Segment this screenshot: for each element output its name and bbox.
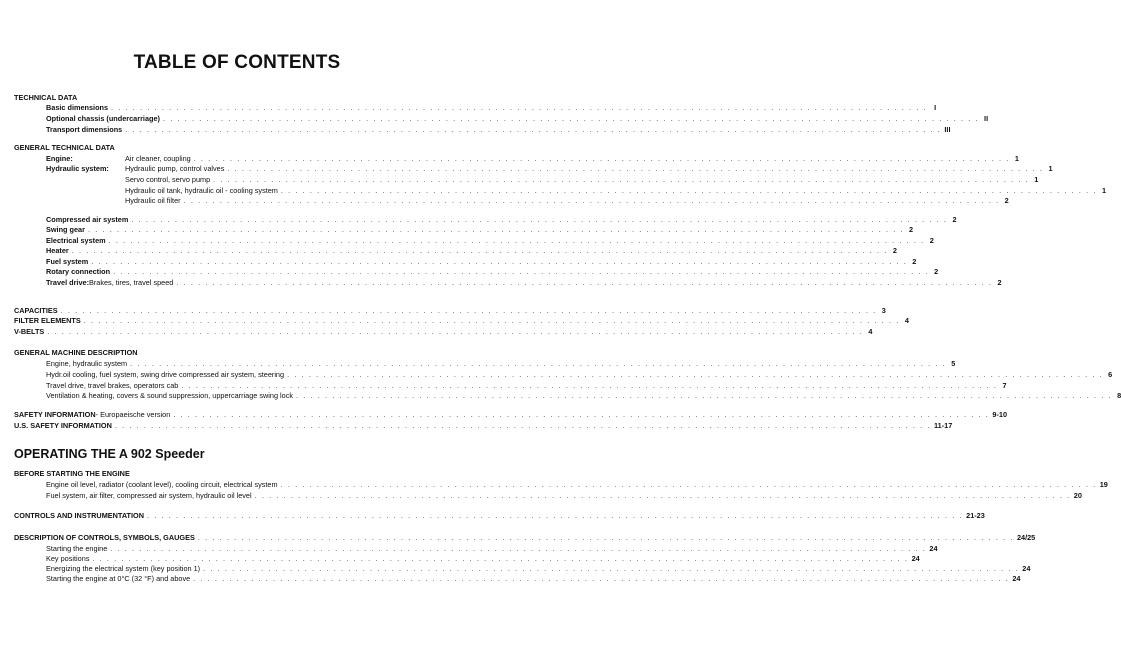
toc-entry[interactable]	[46, 358, 956, 369]
dot-leader: . . . . . . . . . . . . . . . . . . . . . . . . . . . . . . . . . . . . . . . . . . . . . . . . . . . . . . . . . . . . . . . . . . . . . . . . . . . . . . . . . . . . . . . . . . . . . . . . . . . . . . . . . . . . . . . . .	[108, 236, 925, 245]
toc-entry[interactable]	[46, 113, 989, 124]
toc-entry-page: 2	[952, 215, 957, 224]
toc-entry-page: 1	[1101, 186, 1107, 195]
toc-entry-page: 1	[1048, 164, 1053, 173]
toc-entry[interactable]	[46, 124, 951, 135]
dot-leader: . . . . . . . . . . . . . . . . . . . . . . . . . . . . . . . . . . . . . . . . . . . . . . . . . . . . . . . . . . . . . . . . . . . . . . . . . . . . . . . . . . . . . . . . . . . . . . . . . . . . . . . . . . . . . . . . .	[287, 370, 1104, 379]
dot-leader: . . . . . . . . . . . . . . . . . . . . . . . . . . . . . . . . . . . . . . . . . . . . . . . . . . . . . . . . . . . . . . . . . . . . . . . . . . . . . . . . . . . . . . . . . . . . . . . . . . . . . . . . . . . . . . . . .	[47, 327, 864, 336]
machine-description-heading: GENERAL MACHINE DESCRIPTION	[14, 348, 138, 357]
toc-entry-page: 21-23	[966, 511, 985, 520]
toc-entry[interactable]	[14, 510, 985, 521]
toc-entry-label: Engine oil level, radiator (coolant level), cooling circuit, electrical system	[46, 480, 278, 489]
dot-leader: . . . . . . . . . . . . . . . . . . . . . . . . . . . . . . . . . . . . . . . . . . . . . . . . . . . . . . . . . . . . . . . . . . . . . . . . . . . . . . . . . . . . . . . . . . . . . . . . . . . . . . . . . . . . . . . . .	[183, 196, 1000, 205]
dot-leader: . . . . . . . . . . . . . . . . . . . . . . . . . . . . . . . . . . . . . . . . . . . . . . . . . . . . . . . . . . . . . . . . . . . . . . . . . . . . . . . . . . . . . . . . . . . . . . . . . . . . . . . . . . . . . . . . .	[92, 554, 909, 563]
toc-entry-page: 2	[912, 257, 917, 266]
toc-entry-page: 24/25	[1016, 533, 1036, 542]
toc-entry-label: U.S. SAFETY INFORMATION	[14, 421, 112, 430]
dot-leader: . . . . . . . . . . . . . . . . . . . . . . . . . . . . . . . . . . . . . . . . . . . . . . . . . . . . . . . . . . . . . . . . . . . . . . . . . . . . . . . . . . . . . . . . . . . . . . . . . . . . . . . . . . . . . . . . .	[130, 359, 947, 368]
toc-entry-label: Rotary connection	[46, 267, 111, 276]
dot-leader: . . . . . . . . . . . . . . . . . . . . . . . . . . . . . . . . . . . . . . . . . . . . . . . . . . . . . . . . . . . . . . . . . . . . . . . . . . . . . . . . . . . . . . . . . . . . . . . . . . . . . . . . . . . . . . . . .	[131, 215, 948, 224]
dot-leader: . . . . . . . . . . . . . . . . . . . . . . . . . . . . . . . . . . . . . . . . . . . . . . . . . . . . . . . . . . . . . . . . . . . . . . . . . . . . . . . . . . . . . . . . . . . . . . . . . . . . . . . . . . . . . . . . .	[125, 125, 942, 134]
toc-entry[interactable]	[14, 532, 1036, 543]
toc-entry-page: 19	[1099, 480, 1108, 489]
toc-entry-page: 24	[1012, 574, 1021, 583]
dot-leader: . . . . . . . . . . . . . . . . . . . . . . . . . . . . . . . . . . . . . . . . . . . . . . . . . . . . . . . . . . . . . . . . . . . . . . . . . . . . . . . . . . . . . . . . . . . . . . . . . . . . . . . . . . . . . . . . .	[296, 391, 1113, 400]
toc-entry-page: 2	[1004, 196, 1009, 205]
toc-entry-page: 2	[892, 246, 897, 255]
toc-entry[interactable]	[46, 245, 897, 256]
dot-leader: . . . . . . . . . . . . . . . . . . . . . . . . . . . . . . . . . . . . . . . . . . . . . . . . . . . . . . . . . . . . . . . . . . . . . . . . . . . . . . . . . . . . . . . . . . . . . . . . . . . . . . . . . . . . . . . . .	[91, 257, 908, 266]
dot-leader: . . . . . . . . . . . . . . . . . . . . . . . . . . . . . . . . . . . . . . . . . . . . . . . . . . . . . . . . . . . . . . . . . . . . . . . . . . . . . . . . . . . . . . . . . . . . . . . . . . . . . . . . . . . . . . . . .	[193, 574, 1010, 583]
dot-leader: . . . . . . . . . . . . . . . . . . . . . . . . . . . . . . . . . . . . . . . . . . . . . . . . . . . . . . . . . . . . . . . . . . . . . . . . . . . . . . . . . . . . . . . . . . . . . . . . . . . . . . . . . . . . . . . . .	[111, 103, 928, 112]
toc-entry-label: CAPACITIES	[14, 306, 58, 315]
toc-entry[interactable]	[14, 315, 909, 326]
toc-entry-label: Heater	[46, 246, 69, 255]
operating-heading: OPERATING THE A 902 Speeder	[14, 447, 205, 461]
dot-leader: . . . . . . . . . . . . . . . . . . . . . . . . . . . . . . . . . . . . . . . . . . . . . . . . . . . . . . . . . . . . . . . . . . . . . . . . . . . . . . . . . . . . . . . . . . . . . . . . . . . . . . . . . . . . . . . . .	[60, 306, 877, 315]
dot-leader: . . . . . . . . . . . . . . . . . . . . . . . . . . . . . . . . . . . . . . . . . . . . . . . . . . . . . . . . . . . . . . . . . . . . . . . . . . . . . . . . . . . . . . . . . . . . . . . . . . . . . . . . . . . . . . . . .	[203, 564, 1020, 573]
toc-entry-page: 2	[934, 267, 939, 276]
toc-entry-label: Travel drive:Brakes, tires, travel speed	[46, 278, 174, 287]
toc-entry-page: 7	[1002, 381, 1007, 390]
dot-leader: . . . . . . . . . . . . . . . . . . . . . . . . . . . . . . . . . . . . . . . . . . . . . . . . . . . . . . . . . . . . . . . . . . . . . . . . . . . . . . . . . . . . . . . . . . . . . . . . . . . . . . . . . . . . . . . . .	[197, 533, 1014, 542]
dot-leader: . . . . . . . . . . . . . . . . . . . . . . . . . . . . . . . . . . . . . . . . . . . . . . . . . . . . . . . . . . . . . . . . . . . . . . . . . . . . . . . . . . . . . . . . . . . . . . . . . . . . . . . . . . . . . . . . .	[71, 246, 888, 255]
toc-entry-label: DESCRIPTION OF CONTROLS, SYMBOLS, GAUGES	[14, 533, 195, 542]
toc-entry[interactable]	[46, 102, 937, 113]
dot-leader: . . . . . . . . . . . . . . . . . . . . . . . . . . . . . . . . . . . . . . . . . . . . . . . . . . . . . . . . . . . . . . . . . . . . . . . . . . . . . . . . . . . . . . . . . . . . . . . . . . . . . . . . . . . . . . . . .	[176, 278, 993, 287]
toc-entry[interactable]	[14, 420, 953, 431]
dot-leader: . . . . . . . . . . . . . . . . . . . . . . . . . . . . . . . . . . . . . . . . . . . . . . . . . . . . . . . . . . . . . . . . . . . . . . . . . . . . . . . . . . . . . . . . . . . . . . . . . . . . . . . . . . . . . . . . .	[87, 225, 905, 234]
toc-entry-page: 8	[1117, 391, 1121, 400]
before-starting-heading: BEFORE STARTING THE ENGINE	[14, 469, 130, 478]
toc-entry-label: Hydraulic oil tank, hydraulic oil - cooling system	[125, 186, 278, 195]
dot-leader: . . . . . . . . . . . . . . . . . . . . . . . . . . . . . . . . . . . . . . . . . . . . . . . . . . . . . . . . . . . . . . . . . . . . . . . . . . . . . . . . . . . . . . . . . . . . . . . . . . . . . . . . . . . . . . . . .	[280, 480, 1097, 489]
toc-entry[interactable]	[46, 573, 1021, 584]
dot-leader: . . . . . . . . . . . . . . . . . . . . . . . . . . . . . . . . . . . . . . . . . . . . . . . . . . . . . . . . . . . . . . . . . . . . . . . . . . . . . . . . . . . . . . . . . . . . . . . . . . . . . . . . . . . . . . . . .	[254, 491, 1071, 500]
dot-leader: . . . . . . . . . . . . . . . . . . . . . . . . . . . . . . . . . . . . . . . . . . . . . . . . . . . . . . . . . . . . . . . . . . . . . . . . . . . . . . . . . . . . . . . . . . . . . . . . . . . . . . . . . . . . . . . . .	[181, 381, 998, 390]
toc-entry-label: Hydraulic pump, control valves	[125, 164, 225, 173]
general-technical-heading: GENERAL TECHNICAL DATA	[14, 143, 115, 152]
toc-entry-page: 2	[997, 278, 1002, 287]
toc-entry-label: Compressed air system	[46, 215, 129, 224]
toc-entry[interactable]	[46, 224, 914, 235]
dot-leader: . . . . . . . . . . . . . . . . . . . . . . . . . . . . . . . . . . . . . . . . . . . . . . . . . . . . . . . . . . . . . . . . . . . . . . . . . . . . . . . . . . . . . . . . . . . . . . . . . . . . . . . . . . . . . . . . .	[114, 421, 931, 430]
toc-entry-page: 24	[929, 544, 938, 553]
toc-entry[interactable]	[46, 369, 1113, 380]
toc-entry[interactable]	[46, 390, 1121, 401]
toc-entry-page: 11-17	[934, 421, 953, 430]
toc-entry-page: 4	[904, 316, 909, 325]
toc-entry-page: I	[934, 103, 937, 112]
toc-entry[interactable]	[46, 277, 1002, 288]
toc-entry[interactable]	[46, 266, 939, 277]
toc-entry-label: Energizing the electrical system (key position 1)	[46, 564, 201, 573]
toc-entry-page: 1	[1014, 154, 1019, 163]
toc-entry-page: 4	[868, 327, 873, 336]
toc-entry[interactable]	[125, 174, 1039, 185]
toc-entry-label: FILTER ELEMENTS	[14, 316, 81, 325]
toc-entry[interactable]	[14, 409, 1008, 420]
toc-entry-label: Optional chassis (undercarriage)	[46, 114, 160, 123]
toc-entry-page: II	[984, 114, 989, 123]
toc-entry-page: 3	[881, 306, 886, 315]
toc-entry-label: Fuel system, air filter, compressed air system, hydraulic oil level	[46, 491, 252, 500]
toc-entry-page: 20	[1073, 491, 1082, 500]
dot-leader: . . . . . . . . . . . . . . . . . . . . . . . . . . . . . . . . . . . . . . . . . . . . . . . . . . . . . . . . . . . . . . . . . . . . . . . . . . . . . . . . . . . . . . . . . . . . . . . . . . . . . . . . . . . . . . . . .	[227, 164, 1044, 173]
toc-entry[interactable]	[46, 479, 1108, 490]
toc-entry[interactable]	[14, 326, 873, 337]
dot-leader: . . . . . . . . . . . . . . . . . . . . . . . . . . . . . . . . . . . . . . . . . . . . . . . . . . . . . . . . . . . . . . . . . . . . . . . . . . . . . . . . . . . . . . . . . . . . . . . . . . . . . . . . . . . . . . . . .	[173, 410, 990, 419]
toc-entry-page: 24	[1022, 564, 1031, 573]
toc-entry-page: 2	[929, 236, 934, 245]
toc-entry-label: Fuel system	[46, 257, 89, 266]
toc-entry-page: 9-10	[992, 410, 1008, 419]
dot-leader: . . . . . . . . . . . . . . . . . . . . . . . . . . . . . . . . . . . . . . . . . . . . . . . . . . . . . . . . . . . . . . . . . . . . . . . . . . . . . . . . . . . . . . . . . . . . . . . . . . . . . . . . . . . . . . . . .	[146, 511, 964, 520]
technical-data-heading: TECHNICAL DATA	[14, 93, 78, 102]
toc-entry-page: 2	[909, 225, 914, 234]
dot-leader: . . . . . . . . . . . . . . . . . . . . . . . . . . . . . . . . . . . . . . . . . . . . . . . . . . . . . . . . . . . . . . . . . . . . . . . . . . . . . . . . . . . . . . . . . . . . . . . . . . . . . . . . . . . . . . . . .	[280, 186, 1098, 195]
toc-entry-label: Basic dimensions	[46, 103, 109, 112]
toc-entry-label: Servo control, servo pump	[125, 175, 211, 184]
toc-entry[interactable]	[125, 163, 1053, 174]
toc-entry-page: 24	[911, 554, 920, 563]
dot-leader: . . . . . . . . . . . . . . . . . . . . . . . . . . . . . . . . . . . . . . . . . . . . . . . . . . . . . . . . . . . . . . . . . . . . . . . . . . . . . . . . . . . . . . . . . . . . . . . . . . . . . . . . . . . . . . . . .	[193, 154, 1010, 163]
toc-entry-label: Ventilation & heating, covers & sound suppression, uppercarriage swing lock	[46, 391, 294, 400]
toc-entry-label: CONTROLS AND INSTRUMENTATION	[14, 511, 144, 520]
toc-entry-label: Hydraulic oil filter	[125, 196, 181, 205]
hydraulic-category-label: Hydraulic system:	[46, 164, 109, 173]
toc-entry-label: V-BELTS	[14, 327, 45, 336]
toc-entry-label: Engine, hydraulic system	[46, 359, 128, 368]
dot-leader: . . . . . . . . . . . . . . . . . . . . . . . . . . . . . . . . . . . . . . . . . . . . . . . . . . . . . . . . . . . . . . . . . . . . . . . . . . . . . . . . . . . . . . . . . . . . . . . . . . . . . . . . . . . . . . . . .	[213, 175, 1030, 184]
dot-leader: . . . . . . . . . . . . . . . . . . . . . . . . . . . . . . . . . . . . . . . . . . . . . . . . . . . . . . . . . . . . . . . . . . . . . . . . . . . . . . . . . . . . . . . . . . . . . . . . . . . . . . . . . . . . . . . . .	[83, 316, 900, 325]
toc-entry-label: Air cleaner, coupling	[125, 154, 191, 163]
toc-entry[interactable]	[125, 195, 1009, 206]
engine-category-label: Engine:	[46, 154, 73, 163]
toc-entry-page: 5	[951, 359, 956, 368]
toc-entry-label: SAFETY INFORMATION- Europaeische version	[14, 410, 171, 419]
toc-entry-label: Starting the engine	[46, 544, 108, 553]
toc-entry-label: Transport dimensions	[46, 125, 123, 134]
toc-entry-label: Starting the engine at 0°C (32 °F) and above	[46, 574, 191, 583]
toc-entry-label: Travel drive, travel brakes, operators cab	[46, 381, 179, 390]
toc-entry-page: III	[944, 125, 951, 134]
toc-entry-label: Key positions	[46, 554, 90, 563]
toc-entry-label: Hydr.oil cooling, fuel system, swing drive compressed air system, steering	[46, 370, 285, 379]
toc-entry-page: 1	[1034, 175, 1039, 184]
dot-leader: . . . . . . . . . . . . . . . . . . . . . . . . . . . . . . . . . . . . . . . . . . . . . . . . . . . . . . . . . . . . . . . . . . . . . . . . . . . . . . . . . . . . . . . . . . . . . . . . . . . . . . . . . . . . . . . . .	[110, 544, 927, 553]
toc-entry-label: Swing gear	[46, 225, 85, 234]
toc-entry-page: 6	[1108, 370, 1113, 379]
dot-leader: . . . . . . . . . . . . . . . . . . . . . . . . . . . . . . . . . . . . . . . . . . . . . . . . . . . . . . . . . . . . . . . . . . . . . . . . . . . . . . . . . . . . . . . . . . . . . . . . . . . . . . . . . . . . . . . . .	[113, 267, 930, 276]
toc-entry[interactable]	[46, 490, 1082, 501]
page-title: TABLE OF CONTENTS	[133, 52, 341, 73]
dot-leader: . . . . . . . . . . . . . . . . . . . . . . . . . . . . . . . . . . . . . . . . . . . . . . . . . . . . . . . . . . . . . . . . . . . . . . . . . . . . . . . . . . . . . . . . . . . . . . . . . . . . . . . . . . . . . . . . .	[162, 114, 980, 123]
toc-entry-label: Electrical system	[46, 236, 106, 245]
